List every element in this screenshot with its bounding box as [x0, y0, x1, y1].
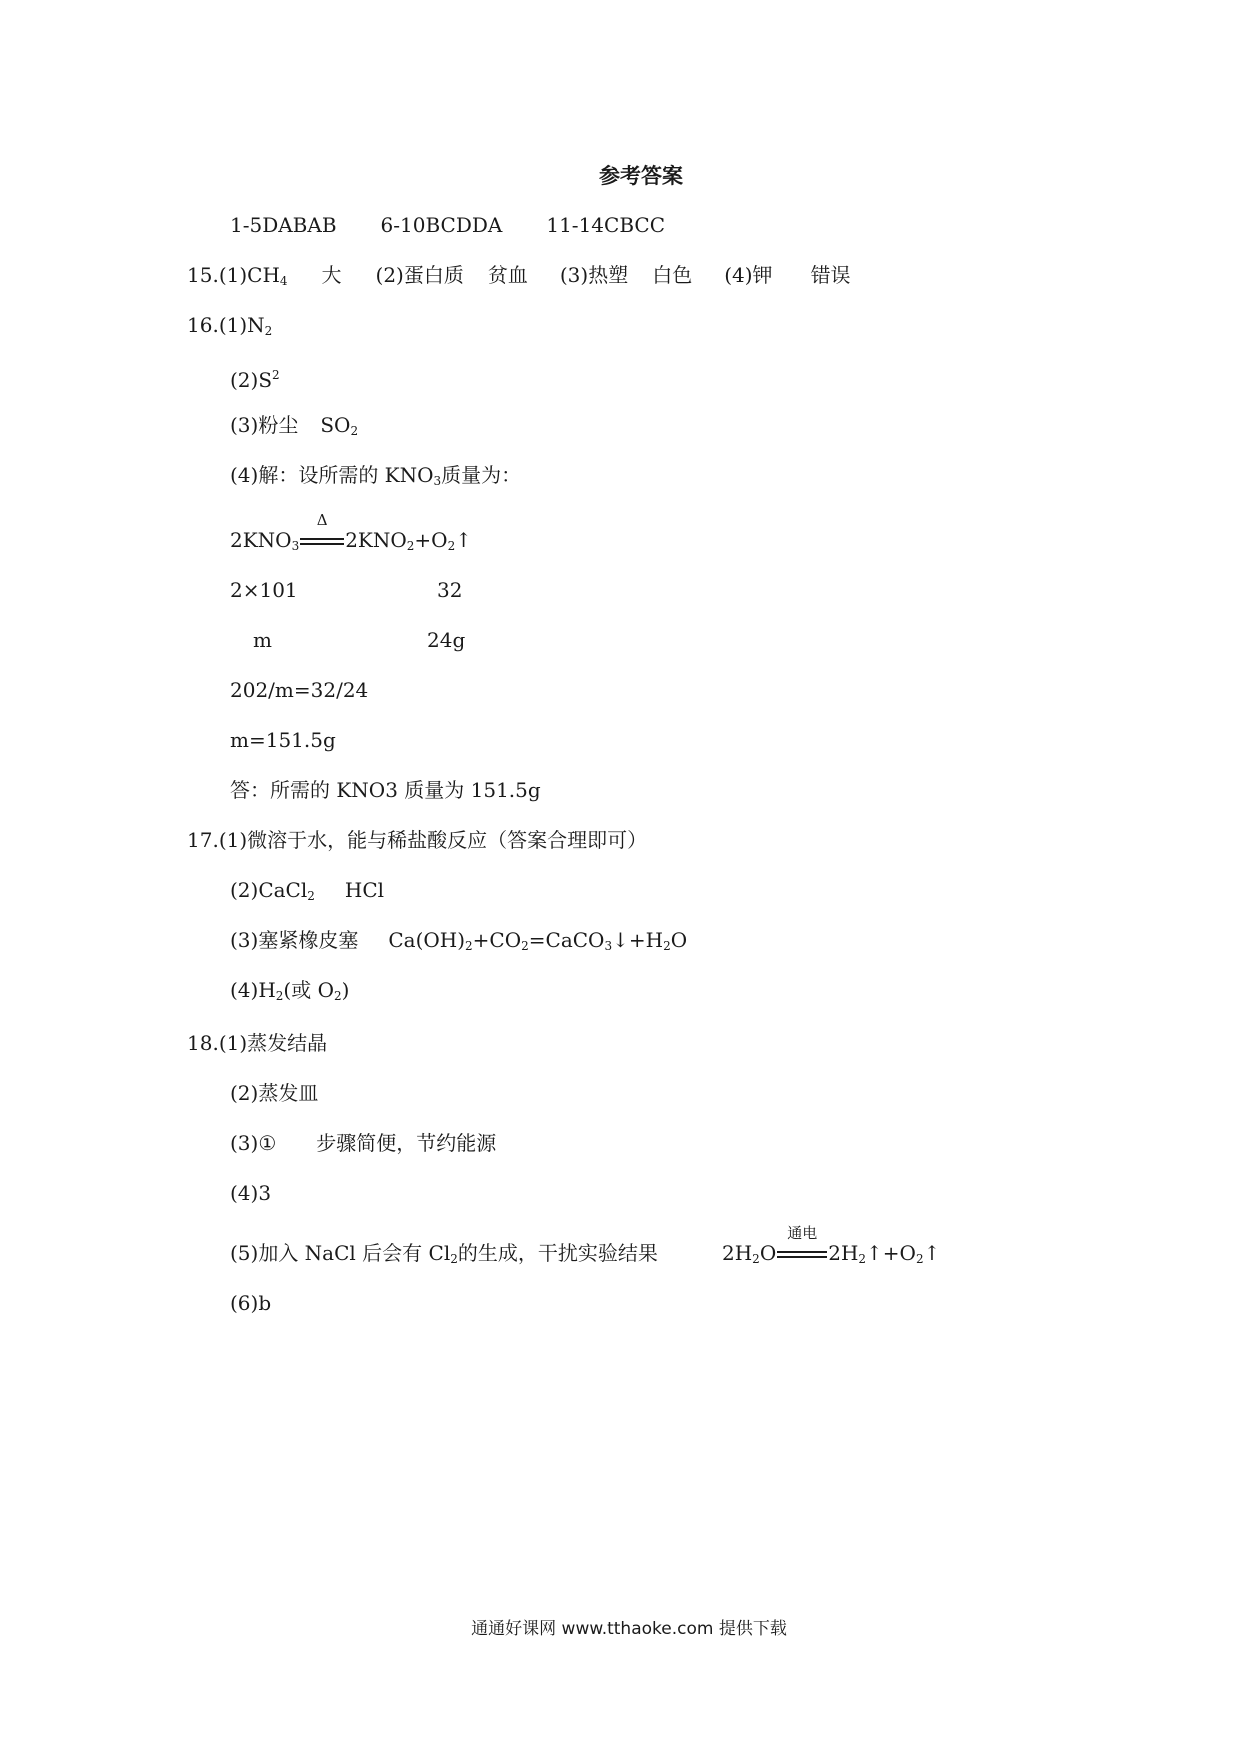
- q16-eq-right: 2KNO: [345, 528, 407, 552]
- q16-number: 16.: [187, 313, 219, 337]
- q18-eq-right-tail-sub: 2: [915, 1252, 924, 1266]
- choice-answers-6-10: 6-10BCDDA: [380, 213, 503, 237]
- q18-part3-answer: 步骤简便，节约能源: [316, 1131, 497, 1155]
- q16-mass-row-1: [230, 577, 298, 603]
- q16-result-text: m=151.5g: [230, 728, 336, 752]
- q15-part1: (1)CH: [218, 263, 280, 287]
- q15-part3: (3)热塑: [559, 263, 629, 287]
- q16-mass-row-2: [253, 627, 272, 653]
- q17-line-2: [230, 877, 384, 909]
- q18-part1: (1)蒸发结晶: [218, 1031, 328, 1055]
- q16-mass-row-1b: [437, 577, 462, 603]
- q16-part4: (4)解：设所需的 KNO: [230, 463, 434, 487]
- q15-part4: (4)钾: [724, 263, 773, 287]
- q16-eq-right-tail-sub: 2: [447, 539, 456, 553]
- q15-part1-sub: 4: [279, 274, 288, 288]
- q17-line-3: [230, 927, 687, 959]
- q17-part3: (3)塞紧橡皮塞: [230, 928, 359, 952]
- q17-part2-sub: 2: [307, 889, 315, 903]
- choice-answers-row: [230, 212, 665, 238]
- page-footer: 通通好课网 www.tthaoke.com 提供下载: [471, 1619, 787, 1639]
- q18-line-3: [230, 1130, 496, 1156]
- q17-part2: (2)CaCl: [230, 878, 308, 902]
- q18-part4: (4)3: [230, 1181, 272, 1205]
- q15-line: [187, 262, 851, 294]
- q15-part2-answer: 贫血: [487, 263, 528, 287]
- q18-line-1: [187, 1030, 327, 1056]
- q16-part3-answer-sub: 2: [350, 424, 359, 438]
- q18-eq-right-tail: ↑+O: [866, 1241, 916, 1265]
- q17-eq-d: ↓+H: [612, 928, 664, 952]
- q16-row1-right: 32: [437, 578, 463, 602]
- q18-line-4: [230, 1180, 271, 1206]
- q16-ratio: [230, 677, 368, 703]
- choice-answers-1-5: 1-5DABAB: [230, 213, 337, 237]
- q18-part5-b: 的生成，干扰实验结果: [457, 1241, 658, 1265]
- q17-eq-c-sub: 3: [604, 939, 613, 953]
- q16-eq-right-sub: 2: [406, 539, 415, 553]
- q17-eq-b-sub: 2: [521, 939, 529, 953]
- q17-part4-b-sub: 2: [333, 989, 342, 1003]
- q17-line-1: [187, 827, 647, 853]
- q18-eq-arrow: ↑: [923, 1241, 941, 1265]
- q18-part2: (2)蒸发皿: [230, 1081, 319, 1105]
- q17-eq-c: =CaCO: [528, 928, 605, 952]
- q16-row2-right: 24g: [427, 628, 466, 652]
- choice-answers-11-14: 11-14CBCC: [546, 213, 665, 237]
- q15-part4-answer: 错误: [810, 263, 851, 287]
- q16-mass-row-2b: [427, 627, 465, 653]
- q16-part1: (1)N: [218, 313, 265, 337]
- q16-part4-sub: 3: [433, 474, 442, 488]
- q16-ratio-text: 202/m=32/24: [230, 678, 369, 702]
- q16-eq-right-tail: +O: [414, 528, 448, 552]
- q16-part2: (2)S: [230, 368, 273, 392]
- q18-eq-right: 2H: [828, 1241, 859, 1265]
- q17-eq-e: O: [670, 928, 688, 952]
- q16-part2-sup: 2: [272, 368, 280, 382]
- q16-part1-sub: 2: [264, 324, 273, 338]
- q18-part3: (3)①: [230, 1131, 277, 1155]
- q16-answer-text: 答：所需的 KNO3 质量为 151.5g: [230, 778, 541, 802]
- q16-answer: [230, 777, 541, 803]
- q16-eq-left: 2KNO: [230, 528, 292, 552]
- q18-eq-left-sub: 2: [752, 1252, 760, 1266]
- q18-eq-right-sub: 2: [858, 1252, 867, 1266]
- q18-line-6: [230, 1290, 271, 1316]
- q16-result: [230, 727, 336, 753]
- q15-part1-answer: 大: [321, 263, 342, 287]
- q18-eq-condition: 通电: [787, 1224, 818, 1242]
- q17-eq-b: +CO: [472, 928, 522, 952]
- q17-part2-answer: HCl: [344, 878, 385, 902]
- q16-row1-left: 2×101: [230, 578, 298, 602]
- q17-part1: (1)微溶于水，能与稀盐酸反应（答案合理即可）: [218, 828, 648, 852]
- q16-line-2: [230, 362, 280, 393]
- q17-part4-sub: 2: [275, 989, 284, 1003]
- q17-part4-c: ): [341, 978, 350, 1002]
- q18-eq-left-tail: O: [759, 1241, 777, 1265]
- q18-part5: (5)加入 NaCl 后会有 Cl: [230, 1241, 451, 1265]
- q16-line-1: [187, 312, 272, 344]
- q16-eq-left-sub: 3: [291, 539, 300, 553]
- q16-eq-sign: [300, 511, 344, 553]
- q16-eq-arrow: ↑: [455, 528, 472, 552]
- q17-eq-a: Ca(OH): [388, 928, 466, 952]
- q17-eq-d-sub: 2: [663, 939, 671, 953]
- q18-line-2: [230, 1080, 318, 1106]
- q17-number: 17.: [187, 828, 219, 852]
- q17-line-4: [230, 977, 349, 1009]
- q16-part4-tail: 质量为：: [441, 463, 522, 487]
- q18-number: 18.: [187, 1031, 219, 1055]
- q15-part3-answer: 白色: [652, 263, 693, 287]
- q16-row2-left: m: [253, 628, 272, 652]
- q16-eq-condition: Δ: [316, 511, 328, 529]
- q18-equation: [722, 1224, 941, 1272]
- q17-eq-a-sub: 2: [465, 939, 473, 953]
- q18-line-5: [230, 1240, 658, 1272]
- page-title: 参考答案: [599, 164, 683, 188]
- q16-line-3: [230, 412, 358, 444]
- q18-eq-left: 2H: [722, 1241, 753, 1265]
- q18-eq-sign: [777, 1224, 827, 1266]
- q18-part5-sub: 2: [450, 1252, 458, 1266]
- q17-part4: (4)H: [230, 978, 276, 1002]
- q15-part2: (2)蛋白质: [375, 263, 464, 287]
- q18-part6: (6)b: [230, 1291, 272, 1315]
- q16-part3: (3)粉尘: [230, 413, 299, 437]
- q16-part3-answer: SO: [320, 413, 351, 437]
- q16-line-4: [230, 462, 521, 494]
- q17-part4-b: (或 O: [283, 978, 334, 1002]
- q15-number: 15.: [187, 263, 219, 287]
- q16-equation: [230, 511, 472, 559]
